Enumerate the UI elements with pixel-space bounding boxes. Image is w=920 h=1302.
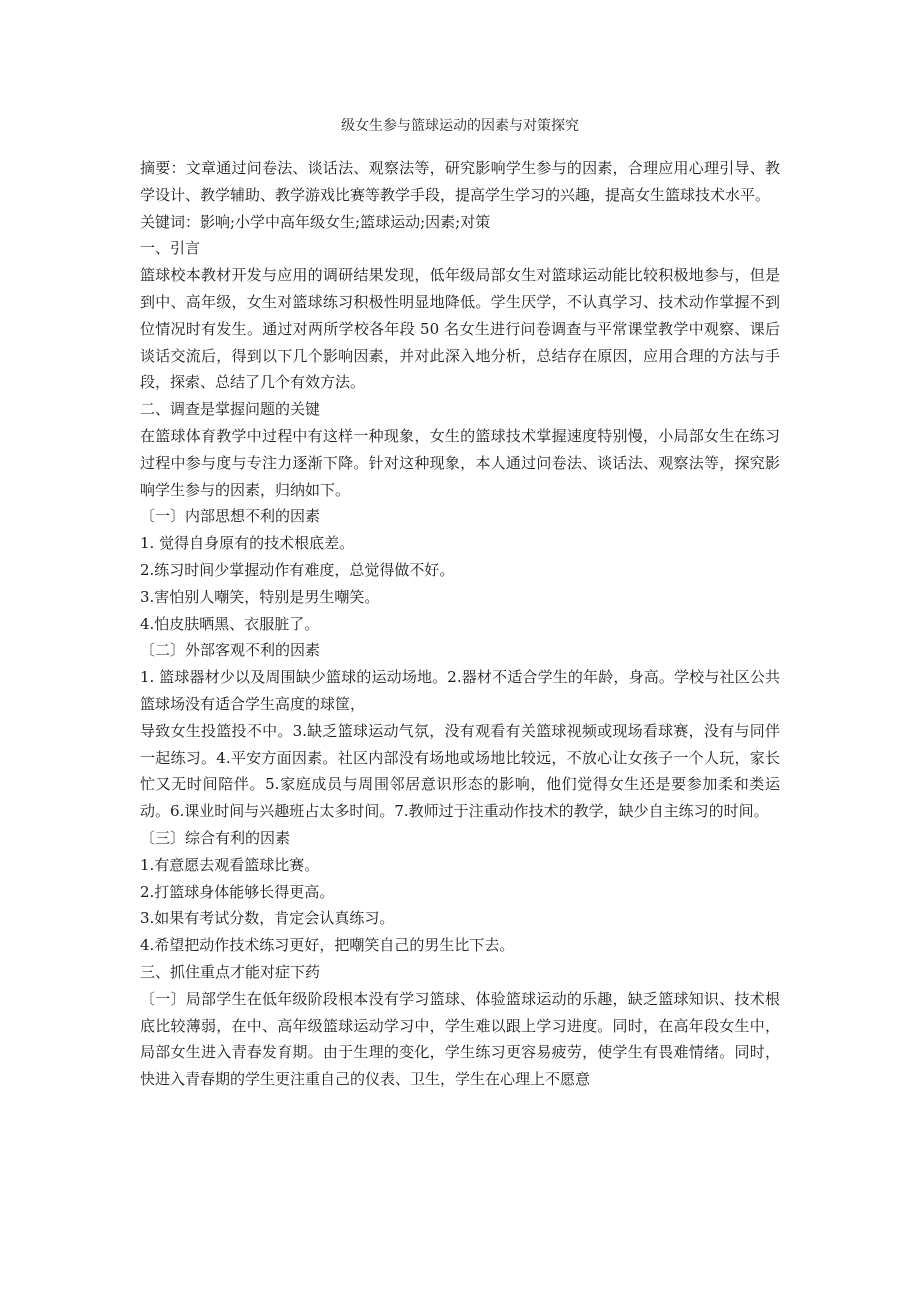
document-body bbox=[140, 155, 780, 1093]
body-paragraph: 导致女生投篮投不中。3.缺乏篮球运动气氛，没有观看有关篮球视频或现场看球赛，没有与同伴一起练习。4.平安方面因素。社区内部没有场地或场地比较远，不放心让女孩子一个人玩，家长忙又无时间陪伴。5.家庭成员与周围邻居意识形态的影响，他们觉得女生还是要参加柔和类运动。6.课业时间与兴趣班占太多时间。7.教师过于注重动作技术的教学，缺少自主练习的时间。 bbox=[140, 721, 780, 821]
body-paragraph: 篮球校本教材开发与应用的调研结果发现，低年级局部女生对篮球运动能比较积极地参与，但是到中、高年级，女生对篮球练习积极性明显地降低。学生厌学，不认真学习、技术动作掌握不到位情况时有发生。通过对两所学校各年段 50 名女生进行问卷调查与平常课堂教学中观察、课后谈话交流后，得到以下几个影响因素，并对此深入地分析，总结存在原因，应用合理的方法与手段，探索、总结了几个有效方法。 bbox=[140, 266, 780, 392]
subsection-heading: 〔三〕综合有利的因素 bbox=[140, 828, 291, 847]
subsection-heading: 〔二〕外部客观不利的因素 bbox=[140, 641, 321, 660]
body-paragraph: 1. 篮球器材少以及周围缺少篮球的运动场地。2.器材不适合学生的年龄，身高。学校与社区公共篮球场没有适合学生高度的球筐， bbox=[140, 668, 780, 713]
subsection-heading: 〔一〕内部思想不利的因素 bbox=[140, 507, 321, 526]
list-item: 1. 觉得自身原有的技术根底差。 bbox=[140, 534, 355, 553]
section-heading: 二、调查是掌握问题的关键 bbox=[140, 400, 321, 419]
section-heading: 一、引言 bbox=[140, 239, 201, 258]
keywords-line: 关键词：影响;小学中高年级女生;篮球运动;因素;对策 bbox=[140, 212, 491, 231]
list-item: 4.怕皮肤晒黑、衣服脏了。 bbox=[140, 614, 320, 633]
list-item: 3.害怕别人嘲笑，特别是男生嘲笑。 bbox=[140, 587, 380, 606]
list-item: 2.打篮球身体能够长得更高。 bbox=[140, 882, 335, 901]
list-item: 3.如果有考试分数，肯定会认真练习。 bbox=[140, 909, 395, 928]
list-item: 4.希望把动作技术练习更好，把嘲笑自己的男生比下去。 bbox=[140, 936, 515, 955]
list-item: 2.练习时间少掌握动作有难度，总觉得做不好。 bbox=[140, 560, 455, 579]
body-paragraph: 在篮球体育教学中过程中有这样一种现象，女生的篮球技术掌握速度特别慢，小局部女生在练习过程中参与度与专注力逐渐下降。针对这种现象，本人通过问卷法、谈话法、观察法等，探究影响学生参与的因素，归纳如下。 bbox=[140, 426, 780, 499]
abstract-paragraph: 摘要：文章通过问卷法、谈话法、观察法等，研究影响学生参与的因素，合理应用心理引导、教学设计、教学辅助、教学游戏比赛等教学手段，提高学生学习的兴趣，提高女生篮球技术水平。 bbox=[140, 159, 780, 204]
section-heading: 三、抓住重点才能对症下药 bbox=[140, 962, 321, 981]
document-title: 级女生参与篮球运动的因素与对策探究 bbox=[341, 118, 579, 134]
body-paragraph: 〔一〕局部学生在低年级阶段根本没有学习篮球、体验篮球运动的乐趣，缺乏篮球知识、技术根底比较薄弱，在中、高年级篮球运动学习中，学生难以跟上学习进度。同时，在高年段女生中，局部女生进入青春发育期。由于生理的变化，学生练习更容易疲劳，使学生有畏难情绪。同时，快进入青春期的学生更注重自己的仪表、卫生，学生在心理上不愿意 bbox=[140, 989, 780, 1089]
list-item: 1.有意愿去观看篮球比赛。 bbox=[140, 855, 320, 874]
